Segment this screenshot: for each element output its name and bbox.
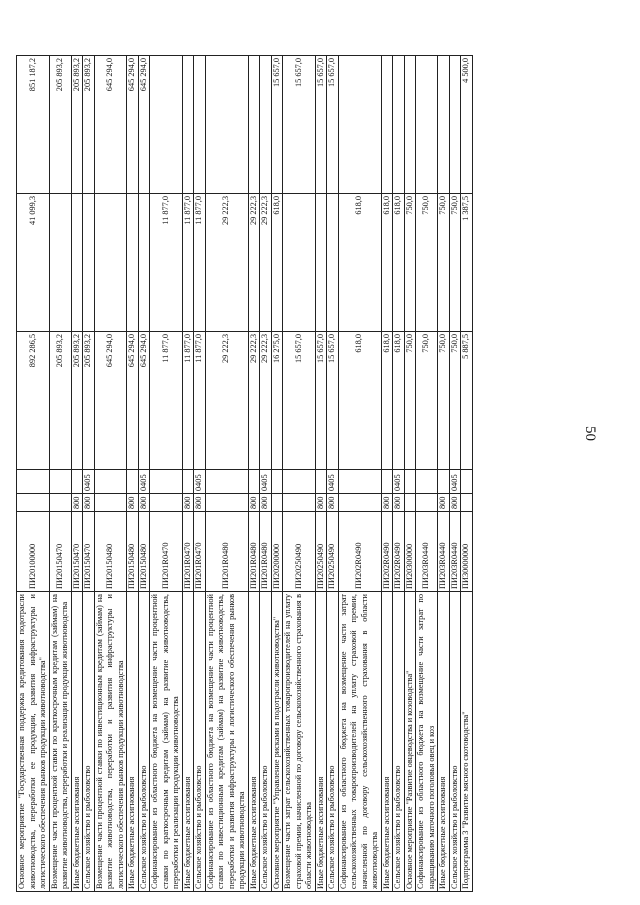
row-federal-cell (438, 56, 450, 194)
row-name-cell: Основное мероприятие "Развитие овцеводства и козоводства" (404, 592, 416, 892)
row-code-cell: ПИ202R0490 (393, 512, 405, 592)
row-section-cell: 0405 (327, 470, 339, 494)
row-federal-cell: 205 893,2 (83, 56, 95, 194)
row-group-cell: 800 (381, 494, 393, 512)
row-federal-cell: 15 657,0 (327, 56, 339, 194)
row-group-cell (404, 494, 416, 512)
row-federal-cell: 645 294,0 (138, 56, 150, 194)
row-code-cell: ПИ20200000 (271, 512, 283, 592)
table-row (248, 56, 260, 892)
row-section-cell (271, 470, 283, 494)
row-total-cell: 205 893,2 (49, 332, 71, 470)
row-name-cell: Иные бюджетные ассигнования (71, 592, 83, 892)
row-name-cell: Возмещение части затрат сельскохозяйственных товаропроизводителей на уплату страховой премии, начисленной по договору сельскохозяйственного страхования в области животноводства (283, 592, 316, 892)
row-code-cell: ПИ201R0480 (260, 512, 272, 592)
row-code-cell: ПИ20250490 (327, 512, 339, 592)
table-row (438, 56, 450, 892)
row-total-cell: 645 294,0 (127, 332, 139, 470)
row-name-cell: Сельское хозяйство и рыболовство (194, 592, 206, 892)
row-group-cell: 800 (315, 494, 327, 512)
row-section-cell (205, 470, 248, 494)
row-section-cell (248, 470, 260, 494)
row-group-cell: 800 (83, 494, 95, 512)
row-section-cell: 0405 (194, 470, 206, 494)
row-regional-cell: 618,0 (381, 194, 393, 332)
row-group-cell: 800 (182, 494, 194, 512)
row-total-cell: 205 893,2 (83, 332, 95, 470)
row-federal-cell (182, 56, 194, 194)
row-federal-cell: 15 657,0 (315, 56, 327, 194)
row-federal-cell (150, 56, 183, 194)
row-regional-cell: 618,0 (271, 194, 283, 332)
row-group-cell (49, 494, 71, 512)
row-federal-cell: 645 294,0 (94, 56, 127, 194)
table-row (393, 56, 405, 892)
row-section-cell: 0405 (260, 470, 272, 494)
row-code-cell: ПИ201R0480 (205, 512, 248, 592)
row-federal-cell: 15 657,0 (271, 56, 283, 194)
row-code-cell: ПИ20150470 (83, 512, 95, 592)
row-name-cell: Иные бюджетные ассигнования (127, 592, 139, 892)
row-section-cell (49, 470, 71, 494)
row-federal-cell: 205 893,2 (49, 56, 71, 194)
row-code-cell: ПИ20300000 (404, 512, 416, 592)
row-section-cell: 0405 (83, 470, 95, 494)
row-regional-cell (49, 194, 71, 332)
row-regional-cell: 750,0 (404, 194, 416, 332)
row-name-cell: Основное мероприятие "Управление рисками в подотрасли животноводства" (271, 592, 283, 892)
row-section-cell (17, 470, 50, 494)
row-regional-cell: 750,0 (416, 194, 438, 332)
page-number: 50 (582, 426, 598, 441)
row-code-cell: ПИ20150480 (138, 512, 150, 592)
row-section-cell: 0405 (449, 470, 461, 494)
table-row (271, 56, 283, 892)
row-code-cell: ПИ20100000 (17, 512, 50, 592)
row-regional-cell: 41 099,3 (17, 194, 50, 332)
row-group-cell: 800 (449, 494, 461, 512)
row-regional-cell: 29 222,3 (248, 194, 260, 332)
row-code-cell: ПИ20250490 (315, 512, 327, 592)
row-regional-cell: 1 387,5 (461, 194, 473, 332)
row-regional-cell: 750,0 (449, 194, 461, 332)
table-row (182, 56, 194, 892)
row-section-cell (71, 470, 83, 494)
table-row (83, 56, 95, 892)
row-group-cell: 800 (393, 494, 405, 512)
row-section-cell (150, 470, 183, 494)
row-section-cell (315, 470, 327, 494)
row-regional-cell: 618,0 (338, 194, 381, 332)
table-row (94, 56, 127, 892)
row-federal-cell (260, 56, 272, 194)
row-name-cell: Софинансирование из областного бюджета на возмещение части процентной ставки по краткосрочным кредитам (займам) на развитие животноводства, переработки и реализации продукции животноводства (150, 592, 183, 892)
table-row (194, 56, 206, 892)
row-group-cell (283, 494, 316, 512)
row-total-cell: 205 893,2 (71, 332, 83, 470)
row-total-cell: 16 275,0 (271, 332, 283, 470)
row-regional-cell (315, 194, 327, 332)
table-row (17, 56, 50, 892)
row-name-cell: Софинансирование из областного бюджета на возмещение части затрат сельскохозяйственных товаропроизводителей на уплату страховой премии, начисленной по договору сельскохозяйственного страхования в области животноводства (338, 592, 381, 892)
budget-table (16, 55, 473, 892)
row-code-cell: ПИ203R0440 (438, 512, 450, 592)
row-name-cell: Сельское хозяйство и рыболовство (327, 592, 339, 892)
row-group-cell (271, 494, 283, 512)
row-total-cell: 750,0 (438, 332, 450, 470)
row-name-cell: Иные бюджетные ассигнования (248, 592, 260, 892)
row-group-cell: 800 (438, 494, 450, 512)
row-section-cell (182, 470, 194, 494)
row-code-cell: ПИ20150480 (94, 512, 127, 592)
table-row (381, 56, 393, 892)
row-federal-cell: 4 500,0 (461, 56, 473, 194)
budget-table-sheet (16, 56, 584, 892)
table-row (327, 56, 339, 892)
row-name-cell: Сельское хозяйство и рыболовство (449, 592, 461, 892)
row-regional-cell (71, 194, 83, 332)
row-code-cell: ПИ20150470 (71, 512, 83, 592)
row-group-cell (416, 494, 438, 512)
row-code-cell: ПИ20250490 (283, 512, 316, 592)
row-section-cell (404, 470, 416, 494)
row-code-cell: ПИ20150470 (49, 512, 71, 592)
row-group-cell (17, 494, 50, 512)
table-row (449, 56, 461, 892)
row-total-cell: 15 657,0 (315, 332, 327, 470)
row-section-cell (338, 470, 381, 494)
row-federal-cell (194, 56, 206, 194)
row-section-cell: 0405 (393, 470, 405, 494)
table-row (283, 56, 316, 892)
row-regional-cell (94, 194, 127, 332)
row-section-cell: 0405 (138, 470, 150, 494)
row-total-cell: 618,0 (381, 332, 393, 470)
row-group-cell: 800 (248, 494, 260, 512)
row-total-cell: 15 657,0 (327, 332, 339, 470)
row-section-cell (416, 470, 438, 494)
row-regional-cell: 11 877,0 (182, 194, 194, 332)
row-total-cell: 29 222,3 (205, 332, 248, 470)
table-row (205, 56, 248, 892)
row-name-cell: Иные бюджетные ассигнования (315, 592, 327, 892)
row-federal-cell (338, 56, 381, 194)
row-total-cell: 11 877,0 (182, 332, 194, 470)
row-regional-cell: 750,0 (438, 194, 450, 332)
row-total-cell: 618,0 (338, 332, 381, 470)
row-name-cell: Сельское хозяйство и рыболовство (393, 592, 405, 892)
row-federal-cell (248, 56, 260, 194)
row-code-cell: ПИ201R0470 (150, 512, 183, 592)
row-federal-cell (205, 56, 248, 194)
row-section-cell (94, 470, 127, 494)
row-group-cell (150, 494, 183, 512)
row-total-cell: 618,0 (393, 332, 405, 470)
table-row (404, 56, 416, 892)
row-name-cell: Сельское хозяйство и рыболовство (138, 592, 150, 892)
row-total-cell: 5 887,5 (461, 332, 473, 470)
row-code-cell: ПИ201R0480 (248, 512, 260, 592)
row-group-cell (461, 494, 473, 512)
row-name-cell: Основное мероприятие "Государственная поддержка кредитования подотрасли животноводства, переработки ее продукции, развития инфраструктуры и логистического обеспечения рынков продукции животноводства" (17, 592, 50, 892)
row-code-cell: ПИ30000000 (461, 512, 473, 592)
row-section-cell (127, 470, 139, 494)
row-section-cell (438, 470, 450, 494)
row-total-cell: 750,0 (449, 332, 461, 470)
row-total-cell: 11 877,0 (194, 332, 206, 470)
row-section-cell (461, 470, 473, 494)
row-total-cell: 892 286,5 (17, 332, 50, 470)
row-group-cell: 800 (327, 494, 339, 512)
row-name-cell: Сельское хозяйство и рыболовство (260, 592, 272, 892)
row-code-cell: ПИ203R0440 (449, 512, 461, 592)
row-name-cell: Софинансирование из областного бюджета на возмещение части процентной ставки по инвестиционным кредитам (займам) на развитие животноводства, переработки и развития инфраструктуры и логистического обеспечения рынков продукции животноводства (205, 592, 248, 892)
row-total-cell: 15 657,0 (283, 332, 316, 470)
table-row (150, 56, 183, 892)
row-code-cell: ПИ202R0490 (381, 512, 393, 592)
row-regional-cell: 11 877,0 (150, 194, 183, 332)
row-section-cell (381, 470, 393, 494)
row-federal-cell (449, 56, 461, 194)
row-code-cell: ПИ20150480 (127, 512, 139, 592)
table-row (49, 56, 71, 892)
row-federal-cell (416, 56, 438, 194)
table-row (127, 56, 139, 892)
row-regional-cell (127, 194, 139, 332)
row-federal-cell (393, 56, 405, 194)
row-federal-cell: 205 893,2 (71, 56, 83, 194)
row-code-cell: ПИ201R0470 (182, 512, 194, 592)
row-regional-cell: 29 222,3 (260, 194, 272, 332)
row-name-cell: Возмещение части процентной ставки по инвестиционным кредитам (займам) на развитие животноводства, переработки и развития инфраструктуры и логистического обеспечения рынков продукции животноводства (94, 592, 127, 892)
row-code-cell: ПИ201R0470 (194, 512, 206, 592)
row-federal-cell: 645 294,0 (127, 56, 139, 194)
row-regional-cell (83, 194, 95, 332)
table-row (461, 56, 473, 892)
row-regional-cell (283, 194, 316, 332)
table-row (138, 56, 150, 892)
row-name-cell: Иные бюджетные ассигнования (438, 592, 450, 892)
row-section-cell (283, 470, 316, 494)
budget-table-body (17, 56, 473, 892)
row-total-cell: 645 294,0 (94, 332, 127, 470)
row-name-cell: Подпрограмма 3 "Развитие мясного скотоводства" (461, 592, 473, 892)
row-total-cell: 750,0 (416, 332, 438, 470)
row-total-cell: 645 294,0 (138, 332, 150, 470)
row-total-cell: 11 877,0 (150, 332, 183, 470)
row-federal-cell (381, 56, 393, 194)
row-total-cell: 29 222,3 (260, 332, 272, 470)
row-total-cell: 750,0 (404, 332, 416, 470)
row-code-cell: ПИ203R0440 (416, 512, 438, 592)
row-group-cell: 800 (194, 494, 206, 512)
row-regional-cell: 618,0 (393, 194, 405, 332)
row-name-cell: Иные бюджетные ассигнования (182, 592, 194, 892)
table-row (416, 56, 438, 892)
row-group-cell (338, 494, 381, 512)
row-regional-cell (138, 194, 150, 332)
table-row (71, 56, 83, 892)
row-total-cell: 29 222,3 (248, 332, 260, 470)
row-regional-cell: 29 222,3 (205, 194, 248, 332)
row-name-cell: Иные бюджетные ассигнования (381, 592, 393, 892)
row-federal-cell (404, 56, 416, 194)
row-name-cell: Сельское хозяйство и рыболовство (83, 592, 95, 892)
row-group-cell: 800 (260, 494, 272, 512)
row-name-cell: Возмещение части процентной ставки по краткосрочным кредитам (займам) на развитие животноводства, переработки и реализации продукции животноводства (49, 592, 71, 892)
row-group-cell (205, 494, 248, 512)
table-row (338, 56, 381, 892)
row-name-cell: Софинансирование из областного бюджета на возмещение части затрат по наращиванию маточного поголовья овец и коз (416, 592, 438, 892)
row-group-cell: 800 (71, 494, 83, 512)
row-federal-cell: 851 187,2 (17, 56, 50, 194)
row-code-cell: ПИ202R0490 (338, 512, 381, 592)
row-regional-cell: 11 877,0 (194, 194, 206, 332)
row-federal-cell: 15 657,0 (283, 56, 316, 194)
row-group-cell: 800 (127, 494, 139, 512)
row-regional-cell (327, 194, 339, 332)
row-group-cell: 800 (138, 494, 150, 512)
row-group-cell (94, 494, 127, 512)
table-row (315, 56, 327, 892)
table-row (260, 56, 272, 892)
